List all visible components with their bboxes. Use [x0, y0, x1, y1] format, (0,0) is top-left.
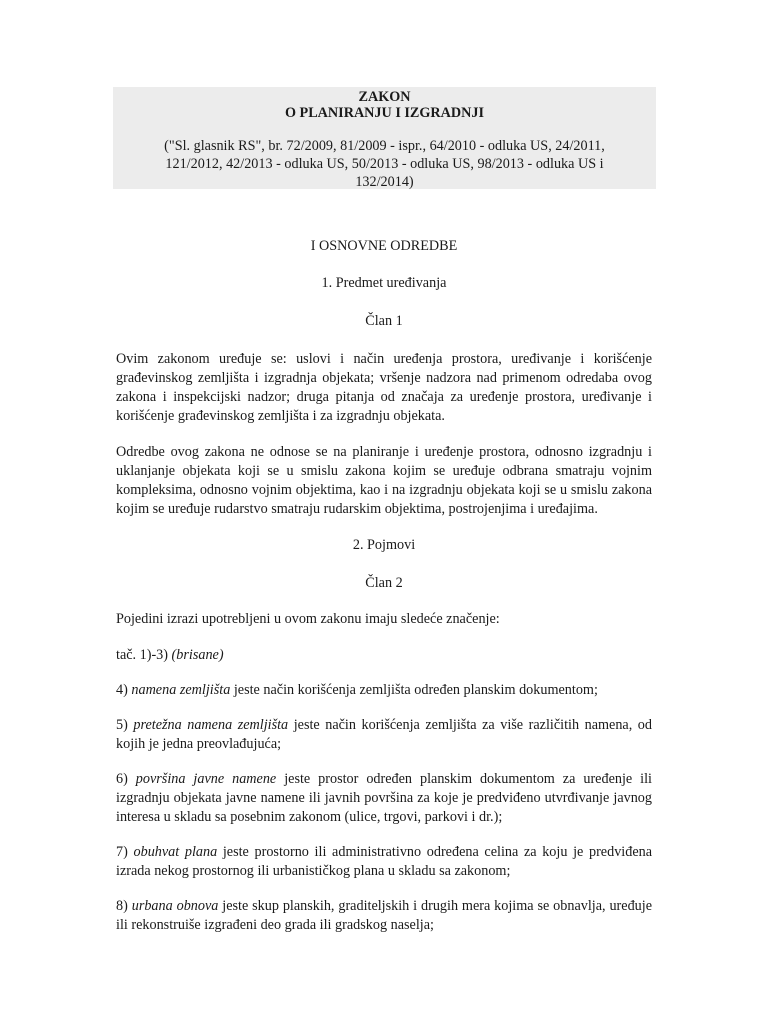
article-1-para-2: Odredbe ovog zakona ne odnose se na planiranje i uređenje prostora, odnosno izgradnju i uklanjanje objekata koji se u smislu zakona kojim se uređuje odbrana smatraju vojnim kompleksima, odnosno vojnim objektima, kao i na izgradnju objekata koji se u smislu zakona kojim se uređuje rudarstvo smatraju rudarskim objektima, postrojenjima i uređajima.: [116, 444, 652, 517]
item-text: jeste skup planskih, graditeljskih i drugih mera kojima se obnavlja, uređuje ili rekonstruiše izgrađeni deo grada ili gradskog naselja;: [116, 898, 652, 933]
item-term: obuhvat plana: [133, 844, 218, 860]
article-1-heading: Član 1: [365, 313, 403, 329]
article-2-heading: Član 2: [365, 575, 403, 591]
item-number: tač. 1)-3): [116, 647, 168, 663]
section-heading-1: 1. Predmet uređivanja: [321, 275, 447, 291]
definition-item: [116, 681, 652, 700]
law-title: ZAKON: [358, 89, 411, 105]
definition-item: [116, 843, 652, 881]
item-term: namena zemljišta: [131, 682, 231, 698]
item-term: urbana obnova: [131, 898, 219, 914]
law-header: [113, 87, 656, 189]
law-subtitle: O PLANIRANJU I IZGRADNJI: [284, 105, 485, 121]
item-text: jeste način korišćenja zemljišta određen planskim dokumentom;: [233, 682, 598, 698]
item-number: 4): [116, 682, 128, 698]
article-1-para-1: Ovim zakonom uređuje se: uslovi i način uređenja prostora, uređivanje i korišćenje građevinskog zemljišta i izgradnja objekata; vršenje nadzora nad primenom odredaba ovog zakona i inspekcijski nadzor; druga pitanja od značaja za uređenje prostora, uređivanje i korišćenje građevinskog zemljišta i za izgradnju objekata.: [116, 351, 652, 424]
item-text: jeste način korišćenja zemljišta za više različitih namena, od kojih je jedna preovlađujuća;: [116, 717, 652, 752]
item-term: (brisane): [171, 647, 224, 663]
item-number: 7): [116, 844, 128, 860]
definition-item: [116, 770, 652, 827]
definition-item: [116, 716, 652, 754]
document-body: [116, 237, 652, 935]
chapter-heading: I OSNOVNE ODREDBE: [310, 238, 458, 254]
item-term: površina javne namene: [135, 771, 277, 787]
item-number: 8): [116, 898, 128, 914]
gazette-reference: ("Sl. glasnik RS", br. 72/2009, 81/2009 - ispr., 64/2010 - odluka US, 24/2011, 121/2012, 42/2013 - odluka US, 50/2013 - odluka US, 98/2013 - odluka US i 132/2014): [164, 138, 605, 190]
section-heading-2: 2. Pojmovi: [352, 537, 416, 553]
article-2-intro: Pojedini izrazi upotrebljeni u ovom zakonu imaju sledeće značenje:: [116, 611, 500, 627]
definition-item: [116, 897, 652, 935]
item-text: jeste prostor određen planskim dokumentom za uređenje ili izgradnju objekata javne namene ili javnih površina za koje je predviđeno utvrđivanje javnog interesa u skladu sa posebnim zakonom (ulice, trgovi, parkovi i dr.);: [116, 771, 652, 825]
item-text: jeste prostorno ili administrativno određena celina za koju je predviđena izrada nekog prostornog ili urbanističkog plana u skladu sa zakonom;: [116, 844, 653, 879]
item-term: pretežna namena zemljišta: [133, 717, 289, 733]
item-number: 6): [116, 771, 128, 787]
definition-item: [116, 646, 652, 665]
item-number: 5): [116, 717, 128, 733]
